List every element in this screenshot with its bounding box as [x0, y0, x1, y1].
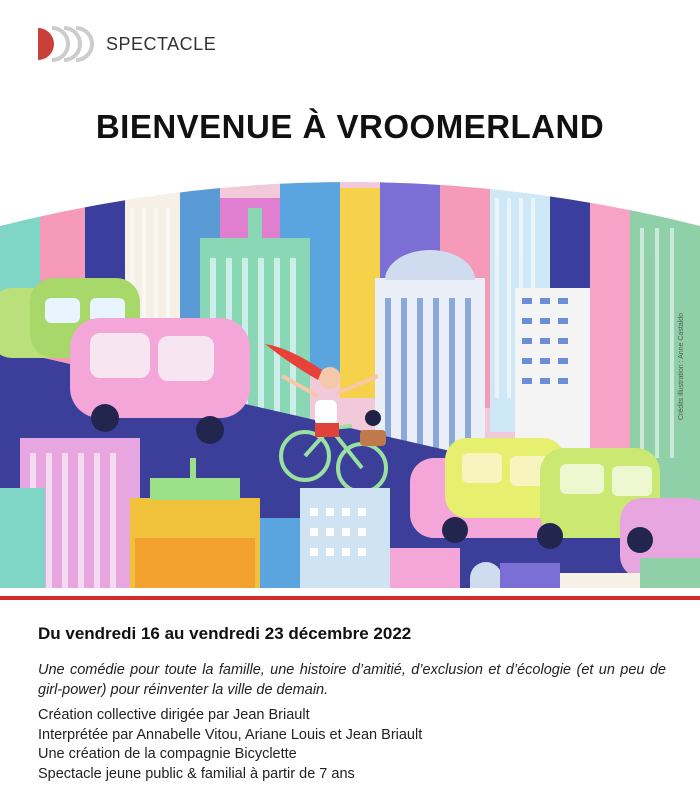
brand-logo-icon [36, 26, 96, 62]
credit-line: Interprétée par Annabelle Vitou, Ariane Louis et Jean Briault [38, 726, 423, 743]
event-dates: Du vendredi 16 au vendredi 23 décembre 2022 [38, 624, 412, 643]
page-header [36, 24, 216, 64]
show-title: BIENVENUE À VROOMERLAND [95, 108, 605, 145]
credits-list [38, 706, 422, 784]
credit-line: Création collective dirigée par Jean Briault [38, 707, 310, 723]
show-illustration [0, 168, 700, 600]
credit-line: Une création de la compagnie Bicyclette [38, 746, 297, 762]
category-label: SPECTACLE [106, 33, 217, 54]
credit-line: Spectacle jeune public & familial à partir de 7 ans [38, 765, 355, 782]
divider [0, 596, 700, 600]
event-description: Une comédie pour toute la famille, une histoire d’amitié, d’exclusion et d’écologie (et un peu de girl-power) pour réinventer la ville de demain. [38, 662, 666, 698]
illustration-credit: Crédits illustration : Anne Castaldo [678, 313, 685, 420]
